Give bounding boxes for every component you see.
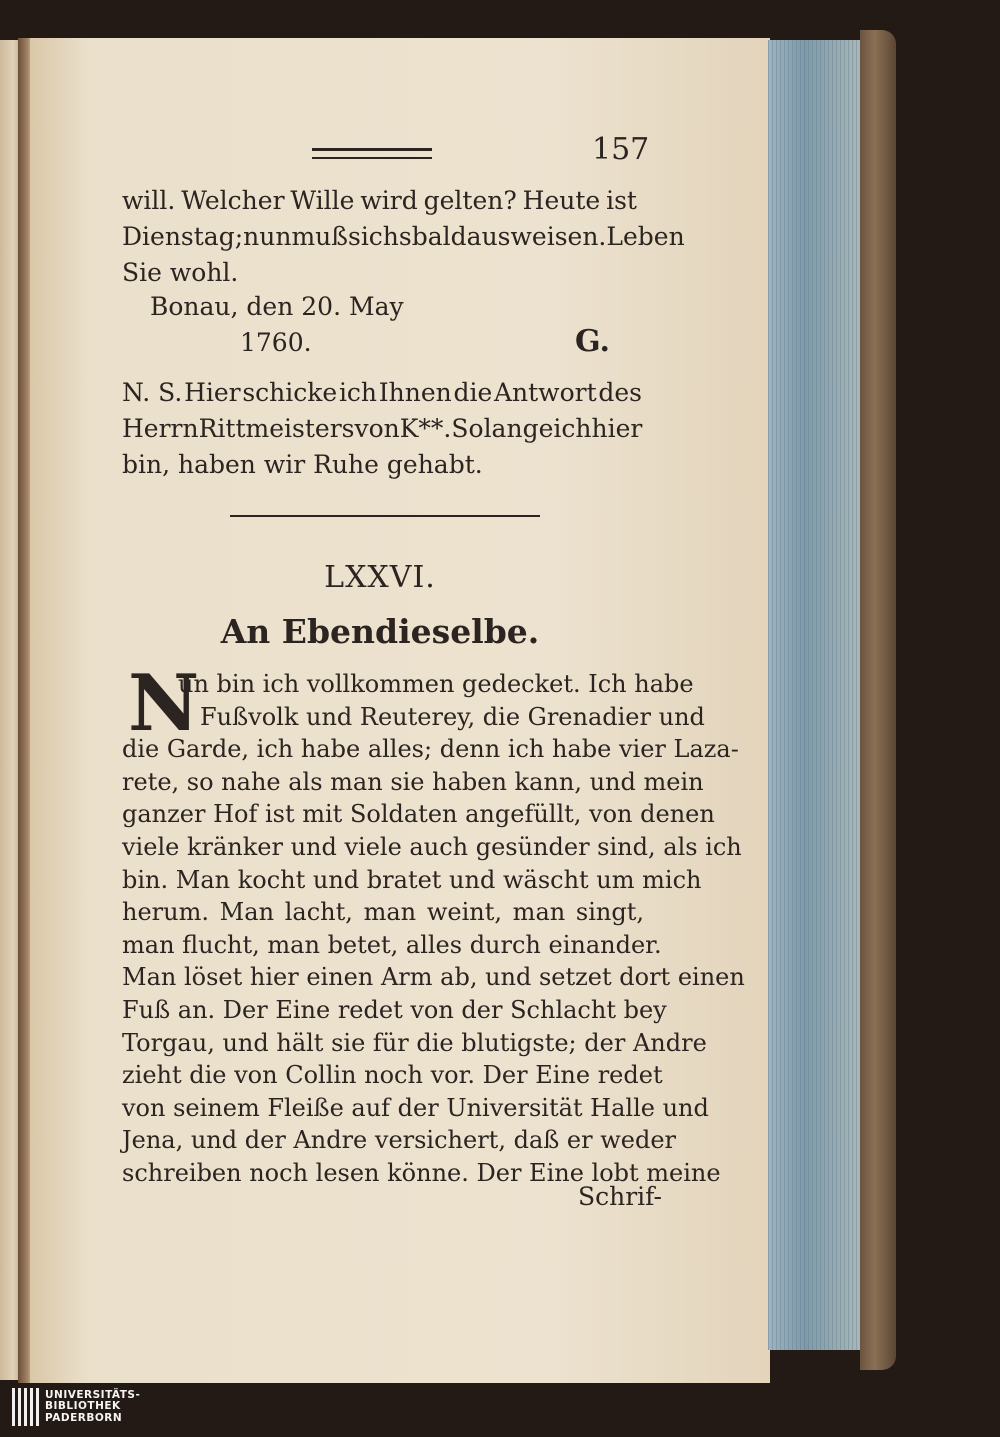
letter-line: die Garde, ich habe alles; denn ich habe vier Laza- xyxy=(122,735,739,764)
postscript-word: ich xyxy=(338,378,378,407)
postscript-word: So xyxy=(451,414,484,443)
postscript-word: Antwort xyxy=(493,378,597,407)
postscript-word: Rittmeisters xyxy=(198,414,355,443)
top-text-word: ist xyxy=(606,186,637,215)
top-text-word: Dienstag; xyxy=(122,222,244,251)
letter-line: viele kränker und viele auch gesünder sind, als ich xyxy=(122,833,742,861)
letter-line: man flucht, man betet, alles durch einander. xyxy=(122,930,662,959)
postscript-word: lange xyxy=(483,414,554,443)
library-logo xyxy=(12,1388,140,1426)
postscript-word: ich xyxy=(553,414,592,443)
top-text-word: gelten? xyxy=(423,186,517,215)
letter-line: Fuß an. Der Eine redet von der Schlacht bey xyxy=(122,996,667,1024)
top-text-line xyxy=(122,222,685,251)
postscript-word: hier xyxy=(591,414,643,443)
library-logo-text: UNIVERSITÄTS- BIBLIOTHEK PADERBORN xyxy=(45,1388,141,1424)
letter-line: zieht die von Collin noch vor. Der Eine redet xyxy=(122,1061,663,1090)
letter-line: schreiben noch lesen könne. Der Eine lobt meine xyxy=(122,1159,721,1187)
postscript-word: des xyxy=(598,378,642,407)
page-number: 157 xyxy=(592,132,650,167)
top-text-line xyxy=(122,186,637,215)
letter-line: Torgau, und hält sie für die blutigste; der Andre xyxy=(122,1028,707,1057)
postscript-word: K**. xyxy=(399,414,452,443)
postscript-word: schicke xyxy=(242,378,338,407)
page-fore-edge xyxy=(768,40,860,1350)
letter-line: Fußvolk und Reuterey, die Grenadier und xyxy=(200,702,705,731)
postscript-line xyxy=(122,450,483,479)
top-text-word: Wille xyxy=(290,186,355,215)
closing-place-date: Bonau, den 20. May xyxy=(150,292,404,321)
letter-line: bin. Man kocht und bratet und wäscht um mich xyxy=(122,865,702,894)
postscript-word: Ihnen xyxy=(378,378,452,407)
closing-year: 1760. xyxy=(240,328,312,357)
postscript-word: von xyxy=(354,414,400,443)
top-text-word: Leben xyxy=(606,222,685,251)
top-text-word: Sie wohl. xyxy=(122,258,239,287)
top-text-word: muß xyxy=(291,222,348,251)
section-divider xyxy=(230,515,540,517)
postscript-word: bin, haben wir Ruhe gehabt. xyxy=(122,450,483,479)
letter-line: Jena, und der Andre versichert, daß er weder xyxy=(122,1126,677,1155)
letter-line: Man löset hier einen Arm ab, und setzet dort einen xyxy=(122,963,745,992)
chapter-number: LXXVI. xyxy=(324,560,436,595)
letter-line: rete, so nahe als man sie haben kann, und mein xyxy=(122,767,704,796)
drop-cap: N xyxy=(128,658,200,749)
top-text-word: Heute xyxy=(522,186,601,215)
top-text-word: nun xyxy=(243,222,292,251)
book-cover-edge xyxy=(860,30,896,1370)
signature: G. xyxy=(575,324,610,359)
postscript-word: N. S. xyxy=(122,378,183,407)
library-logo-bars-icon xyxy=(12,1388,39,1426)
header-rule xyxy=(312,148,432,159)
letter-line: von seinem Fleiße auf der Universität Halle und xyxy=(122,1093,709,1122)
top-text-word: Welcher xyxy=(181,186,285,215)
top-text-word: bald xyxy=(411,222,467,251)
letter-line: herum. Man lacht, man weint, man singt, xyxy=(122,898,644,927)
postscript-word: die xyxy=(453,378,493,407)
chapter-title: An Ebendieselbe. xyxy=(220,612,540,651)
top-text-word: ausweisen. xyxy=(466,222,607,251)
postscript-line xyxy=(122,378,642,407)
top-text-word: will. xyxy=(122,186,176,215)
top-text-word: wird xyxy=(360,186,418,215)
postscript-line xyxy=(122,414,642,443)
top-text-line xyxy=(122,258,238,287)
catchword: Schrif- xyxy=(578,1182,662,1211)
top-text-word: sichs xyxy=(347,222,412,251)
postscript-word: Hier xyxy=(184,378,241,407)
letter-line: un bin ich vollkommen gedecket. Ich habe xyxy=(178,670,694,698)
letter-line: ganzer Hof ist mit Soldaten angefüllt, von denen xyxy=(122,800,715,829)
postscript-word: Herrn xyxy=(122,414,199,443)
